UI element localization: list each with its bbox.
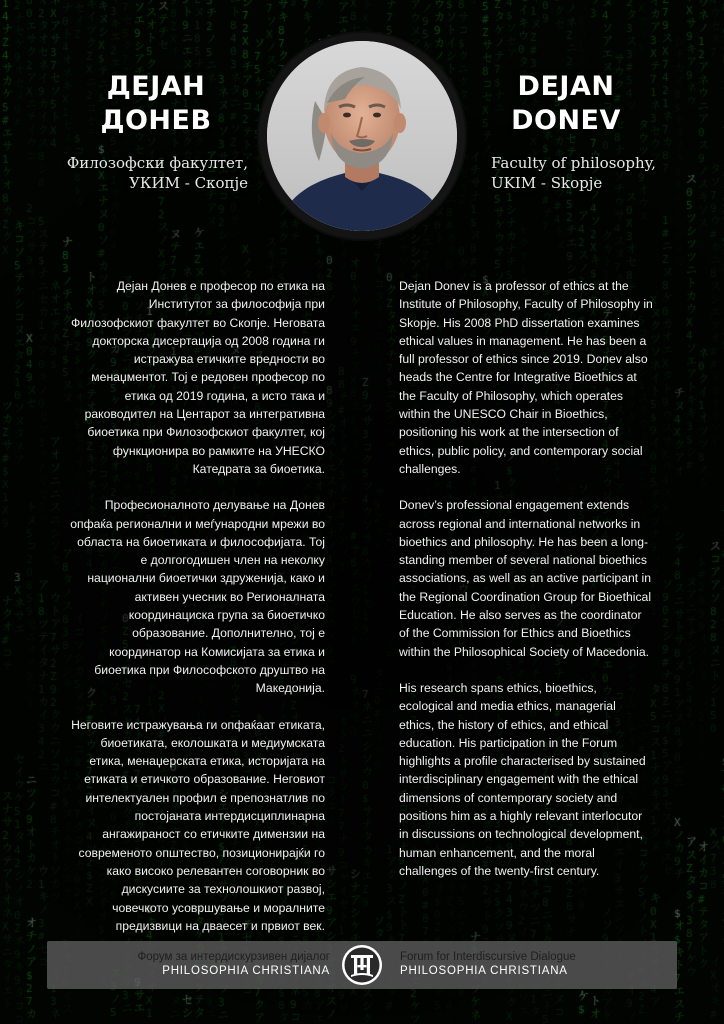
footer-english	[400, 950, 576, 978]
biography-english	[399, 277, 654, 898]
bio-mk-paragraph-2: Професионалното делување на Донев опфаќа регионални и меѓународни мрежи во областа на биоетиката и философијата. Тој е долгогодишен член на неколку национални биоетички здруженија, како и активен учесник во Регионалната координациска група за биоетичко образование. Дополнително, тој е координатор на Комисијата за етика и биоетика при Философското друштво на Македонија.	[70, 498, 325, 696]
affiliation-english	[491, 153, 711, 193]
bio-mk-paragraph-1: Дејан Донев е професор по етика на Институтот за философија при Филозофскиот факултет во Скопје. Неговата докторска дисертација од 2008 година ги истражува етичките вредности во менаџментот. Тој е редовен професор по етика од 2019 година, а исто така и раководител на Центарот за интегративна биоетика при Филозофскиот факултет, кој функционира во рамките на УНЕСКО Катедрата за биоетика.	[71, 279, 325, 476]
biography-macedonian	[70, 277, 325, 953]
footer-en-forum-name: Forum for Interdiscursive Dialogue	[400, 951, 576, 963]
bio-en-paragraph-3: His research spans ethics, bioethics, ecological and media ethics, managerial ethics, the history of ethics, and ethical education. His participation in the Forum highlights a profile characterised by sustained interdisciplinary engagement with the ethical dimensions of contemporary society and positions him as a highly relevant interlocutor in discussions on technological development, human enhancement, and the moral challenges of the twenty-first century.	[399, 680, 646, 878]
footer-mk-forum-name: Форум за интердискурзивен дијалог	[137, 951, 330, 963]
footer-macedonian	[138, 950, 331, 978]
bio-mk-paragraph-3: Неговите истражувања ги опфаќаат етиката, биоетиката, еколошката и медиумската етика, менаџерската етика, историјата на етиката и етичкото образование. Неговиот интелектуален профил е препознатлив по постојаната интердисциплинарна ангажираност со етичките димензии на современото општество, позиционирајќи го како високо релевантен соговорник во дискусиите за технолошкиот развој, човечкото усовршување и моралните предизвици на дваесет и првиот век.	[71, 717, 325, 933]
footer-band	[47, 941, 677, 989]
affiliation-en-university: UKIM - Skopje	[491, 174, 603, 192]
portrait-frame	[259, 33, 465, 239]
portrait-illustration	[267, 41, 457, 231]
affiliation-mk-faculty: Филозофски факултет,	[66, 154, 248, 172]
footer-en-org-name: PHILOSOPHIA CHRISTIANA	[400, 965, 568, 977]
bio-en-paragraph-1: Dejan Donev is a professor of ethics at the Institute of Philosophy, Faculty of Philosophy in Skopje. His 2008 PhD dissertation examines ethical values in management. He has been a full professor of ethics since 2019. Donev also heads the Centre for Integrative Bioethics at the Faculty of Philosophy, which operates within the UNESCO Chair in Bioethics, positioning his work at the intersection of ethics, public policy, and contemporary social challenges.	[399, 279, 653, 476]
name-mk-first: ДЕЈАН	[106, 71, 206, 102]
philosophia-christiana-logo-icon	[341, 944, 383, 986]
name-en-last: DONEV	[511, 105, 621, 136]
name-macedonian	[56, 70, 256, 138]
affiliation-mk-university: УКИМ - Скопје	[129, 174, 248, 192]
name-mk-last: ДОНЕВ	[100, 105, 212, 136]
bio-en-paragraph-2: Donev’s professional engagement extends across regional and international networks in bioethics and philosophy. He has been a long-standing member of several national bioethics associations, as well as an active participant in the Regional Coordination Group for Bioethical Education. He also serves as the coordinator of the Commission for Ethics and Bioethics within the Philosophical Society of Macedonia.	[399, 498, 652, 659]
portrait-photo	[267, 41, 457, 231]
name-english	[466, 70, 666, 138]
affiliation-macedonian	[30, 153, 248, 193]
name-en-first: DEJAN	[517, 71, 615, 102]
footer-mk-org-name: PHILOSOPHIA CHRISTIANA	[162, 965, 330, 977]
affiliation-en-faculty: Faculty of philosophy,	[491, 154, 656, 172]
